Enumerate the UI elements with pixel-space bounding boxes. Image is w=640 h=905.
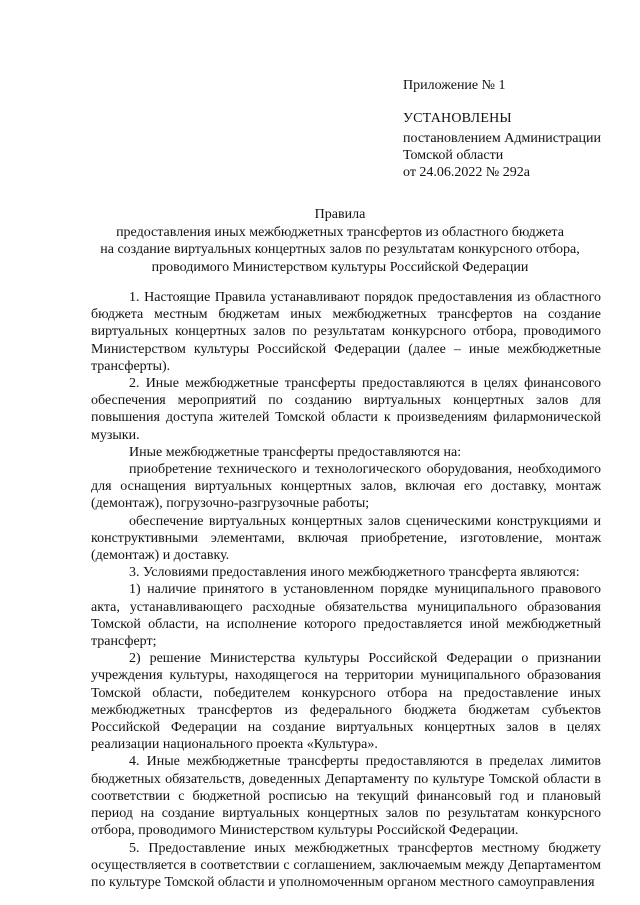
paragraph-3-1: 1) наличие принятого в установленном порядке муниципального правового акта, устанавливающего расходные обязательства муниципального образования Томской области, на исполнение которого предоставляется иной межбюджетный трансферт; [91,582,601,650]
approval-line-2: Томской области [403,148,504,163]
title-line-3: проводимого Министерством культуры Российской Федерации [151,259,529,275]
paragraph-stage-structures: обеспечение виртуальных концертных залов сценическими конструкциями и конструктивными элементами, включая приобретение, изготовление, монтаж (демонтаж) и доставку. [91,513,601,564]
title-line-2: на создание виртуальных концертных залов по результатам конкурсного отбора, [100,242,580,257]
paragraph-2: 2. Иные межбюджетные трансферты предоставляются в целях финансового обеспечения мероприятий по созданию виртуальных концертных залов для повышения доступа жителей Томской области к произведениям филармонической музыки. [91,376,601,443]
approval-block [403,110,633,181]
paragraph-transfers-intro: Иные межбюджетные трансферты предоставляются на: [129,444,462,460]
appendix-label: Приложение № 1 [403,78,506,93]
paragraph-equipment: приобретение технического и технологического оборудования, необходимого для оснащения виртуальных концертных залов, включая его доставку, монтаж (демонтаж), погрузочно-разгрузочные работы; [91,462,601,512]
paragraph-4: 4. Иные межбюджетные трансферты предоставляются в пределах лимитов бюджетных обязательств, доведенных Департаменту по культуре Томской области в соответствии с бюджетной росписью на текущий финансовый год и плановый период на создание виртуальных концертных залов по результатам конкурсного отбора, проводимого Министерством культуры Российской Федерации. [91,754,601,839]
title-line-1: предоставления иных межбюджетных трансфертов из областного бюджета [116,224,564,240]
paragraph-5: 5. Предоставление иных межбюджетных трансфертов местному бюджету осуществляется в соответствии с соглашением, заключаемым между Департаментом по культуре Томской области и уполномоченным органом местного самоуправления [91,840,601,890]
paragraph-1: 1. Настоящие Правила устанавливают порядок предоставления из областного бюджета местным бюджетам иных межбюджетных трансфертов на создание виртуальных концертных залов по результатам конкурсного отбора, проводимого Министерством культуры Российской Федерации (далее – иные межбюджетные трансферты). [91,290,601,374]
approval-line-1: постановлением Администрации [403,131,601,146]
title-heading: Правила [314,207,366,222]
approval-title: УСТАНОВЛЕНЫ [403,111,512,126]
paragraph-3-2: 2) решение Министерства культуры Российской Федерации о признании учреждения культуры, находящегося на территории муниципального образования Томской области, победителем конкурсного отбора на предоставление иных межбюджетных трансфертов из федерального бюджета бюджетам субъектов Российской Федерации на создание виртуальных концертных залов в целях реализации национального проекта «Культура». [91,651,601,753]
approval-line-3: от 24.06.2022 № 292а [403,165,531,180]
document-title [80,206,600,276]
document-body [91,289,601,891]
paragraph-3: 3. Условиями предоставления иного межбюджетного трансферта являются: [129,565,580,581]
